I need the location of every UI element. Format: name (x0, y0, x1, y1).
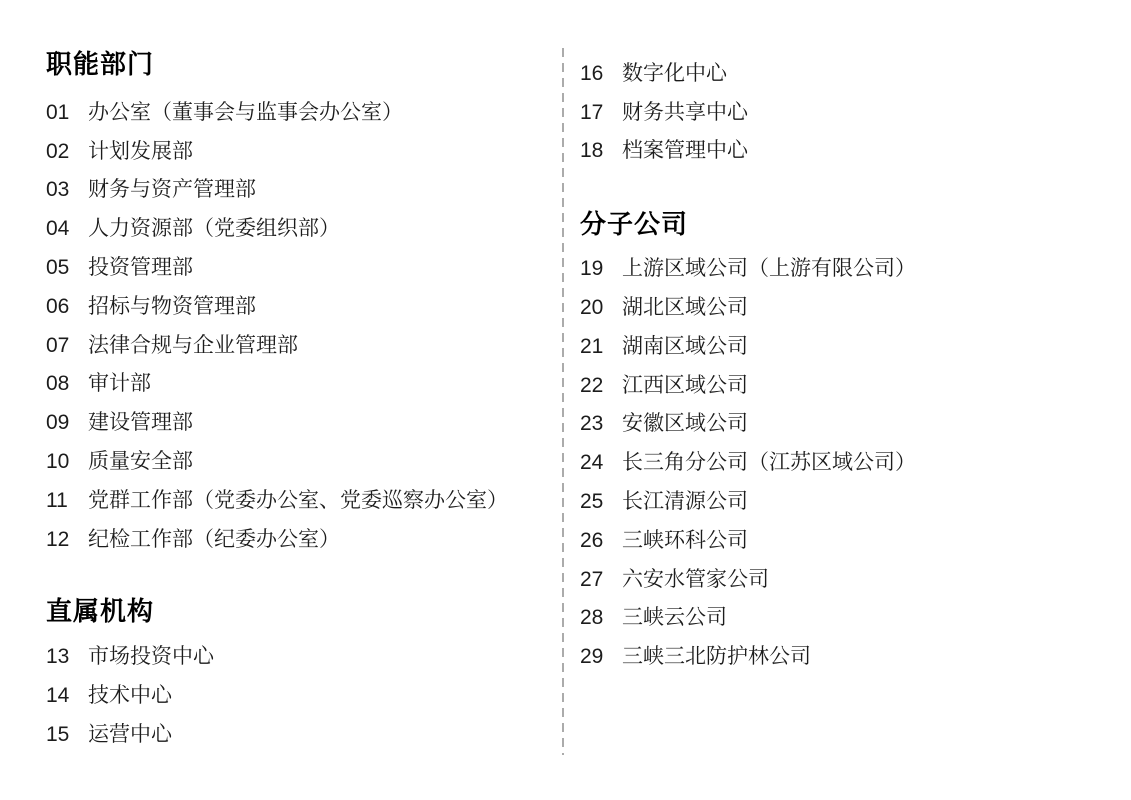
item-number: 13 (46, 645, 70, 669)
item-label: 党群工作部（党委办公室、党委巡察办公室） (88, 488, 508, 512)
section-heading-direct-institutions: 直属机构 (46, 595, 155, 626)
list-item (580, 482, 1125, 521)
list-item (46, 442, 551, 481)
item-label: 计划发展部 (88, 139, 193, 163)
item-label: 质量安全部 (88, 450, 193, 474)
item-label: 上游区域公司（上游有限公司） (622, 257, 916, 281)
item-number: 17 (580, 100, 604, 124)
item-label: 市场投资中心 (88, 645, 214, 669)
item-number: 10 (46, 450, 70, 474)
direct-institutions-list-continued (580, 54, 1125, 170)
subsidiaries-list (580, 249, 1125, 676)
item-number: 21 (580, 334, 604, 358)
item-label: 三峡环科公司 (622, 528, 748, 552)
right-column (580, 0, 1125, 676)
item-label: 江西区域公司 (622, 373, 748, 397)
item-number: 19 (580, 257, 604, 281)
item-label: 长三角分公司（江苏区域公司） (622, 451, 916, 475)
item-number: 11 (46, 488, 68, 512)
item-label: 人力资源部（党委组织部） (88, 217, 340, 241)
list-item (580, 560, 1125, 599)
list-item (580, 443, 1125, 482)
item-number: 16 (580, 61, 604, 85)
item-number: 08 (46, 372, 70, 396)
item-label: 三峡三北防护林公司 (622, 645, 811, 669)
direct-institutions-list (46, 638, 551, 754)
item-number: 12 (46, 527, 70, 551)
list-item (46, 93, 551, 132)
list-item (46, 715, 551, 754)
list-item (580, 288, 1125, 327)
list-item (580, 132, 1125, 171)
item-label: 纪检工作部（纪委办公室） (88, 527, 340, 551)
item-number: 20 (580, 296, 604, 320)
item-number: 04 (46, 217, 70, 241)
list-item (46, 365, 551, 404)
list-item (46, 403, 551, 442)
item-number: 24 (580, 451, 604, 475)
item-label: 湖南区域公司 (622, 334, 748, 358)
list-item (46, 248, 551, 287)
item-label: 审计部 (88, 372, 151, 396)
list-item (580, 249, 1125, 288)
item-number: 26 (580, 528, 604, 552)
list-item (580, 599, 1125, 638)
list-item (46, 326, 551, 365)
item-number: 15 (46, 723, 70, 747)
item-number: 06 (46, 294, 70, 318)
item-label: 长江清源公司 (622, 490, 748, 514)
item-number: 01 (46, 100, 70, 124)
item-number: 28 (580, 606, 604, 630)
item-number: 29 (580, 645, 604, 669)
section-heading-functional-departments: 职能部门 (46, 49, 155, 79)
item-label: 招标与物资管理部 (88, 294, 256, 318)
item-number: 18 (580, 139, 604, 163)
list-item (580, 637, 1125, 676)
item-label: 建设管理部 (88, 411, 193, 435)
item-label: 数字化中心 (622, 61, 727, 85)
list-item (580, 405, 1125, 444)
section-heading-subsidiaries: 分子公司 (580, 209, 689, 240)
list-item (46, 676, 551, 715)
item-number: 25 (580, 490, 604, 514)
item-number: 27 (580, 567, 604, 591)
item-number: 14 (46, 684, 70, 708)
item-label: 办公室（董事会与监事会办公室） (88, 100, 403, 124)
item-number: 09 (46, 411, 70, 435)
item-label: 六安水管家公司 (622, 567, 769, 591)
list-item (46, 132, 551, 171)
item-number: 03 (46, 178, 70, 202)
item-number: 22 (580, 373, 604, 397)
item-label: 技术中心 (88, 684, 172, 708)
left-column (46, 0, 551, 754)
item-label: 法律合规与企业管理部 (88, 333, 298, 357)
list-item (46, 520, 551, 559)
list-item (580, 327, 1125, 366)
item-label: 三峡云公司 (622, 606, 727, 630)
column-divider (562, 48, 564, 755)
list-item (580, 366, 1125, 405)
item-label: 财务与资产管理部 (88, 178, 256, 202)
list-item (580, 93, 1125, 132)
list-item (580, 54, 1125, 93)
item-number: 05 (46, 256, 70, 280)
item-number: 02 (46, 139, 70, 163)
item-label: 档案管理中心 (622, 139, 748, 163)
list-item (46, 171, 551, 210)
list-item (46, 287, 551, 326)
list-item (46, 209, 551, 248)
item-label: 湖北区域公司 (622, 296, 748, 320)
item-label: 财务共享中心 (622, 100, 748, 124)
list-item (46, 638, 551, 677)
item-number: 07 (46, 333, 70, 357)
item-label: 投资管理部 (88, 256, 193, 280)
item-label: 安徽区域公司 (622, 412, 748, 436)
list-item (580, 521, 1125, 560)
item-number: 23 (580, 412, 604, 436)
item-label: 运营中心 (88, 723, 172, 747)
list-item (46, 481, 551, 520)
functional-departments-list (46, 93, 551, 559)
